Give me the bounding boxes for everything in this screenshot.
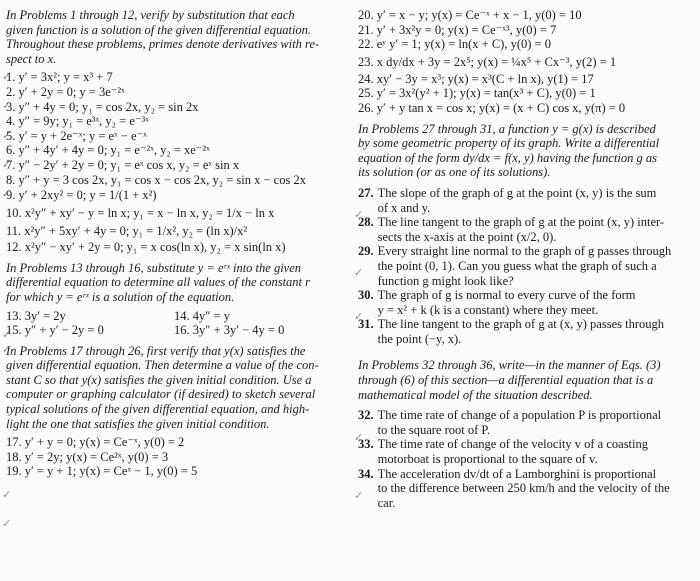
problem-28 — [358, 215, 694, 244]
pen-check-mark-icon — [2, 72, 16, 84]
problem-number: 34. — [358, 466, 374, 481]
intro-line: given function is a solution of the given differential equation. — [6, 22, 312, 37]
problem-21: 21. y′ + 3x²y = 0; y(x) = Ce⁻ˣ³, y(0) = 7 — [358, 22, 557, 37]
problem-15: 15. y″ + y′ − 2y = 0 — [6, 323, 104, 338]
intro-line: for which y = eʳˣ is a solution of the equation. — [6, 289, 235, 304]
pen-check-mark-icon — [2, 519, 16, 531]
problem-text: to the square root of P. — [377, 422, 491, 437]
problem-7: 7. y″ − 2y′ + 2y = 0; y₁ = eˣ cos x, y₂ = eˣ sin x — [6, 157, 240, 172]
problem-text: motorboat is proportional to the square of v. — [377, 452, 598, 467]
problem-number: 27. — [358, 185, 374, 200]
problem-3: 3. y″ + 4y = 0; y₁ = cos 2x, y₂ = sin 2x — [6, 99, 199, 114]
problems-13-16-list — [6, 309, 346, 338]
problem-text: of x and y. — [377, 200, 431, 215]
problem-number: 29. — [358, 244, 374, 259]
pen-check-mark-icon — [354, 433, 368, 445]
problem-33 — [358, 437, 694, 466]
pen-check-mark-icon — [2, 101, 16, 113]
problem-text: The line tangent to the graph of g at the point (x, y) inter- — [377, 215, 665, 230]
problem-25: 25. y′ = 3x²(y² + 1); y(x) = tan(x³ + C), y(0) = 1 — [358, 86, 596, 101]
problem-14: 14. 4y″ = y — [174, 308, 231, 323]
intro-line: Throughout these problems, primes denote derivatives with re- — [6, 37, 320, 52]
problem-text: sects the x-axis at the point (x/2, 0). — [377, 229, 557, 244]
problems-27-31-list — [358, 186, 694, 347]
problems-20-26-list — [358, 8, 694, 116]
intro-line: In Problems 1 through 12, verify by substitution that each — [6, 8, 295, 22]
intro-line: spect to x. — [6, 51, 57, 66]
problem-30 — [358, 288, 694, 317]
pen-check-mark-icon — [2, 330, 16, 342]
problem-text: Every straight line normal to the graph of g passes through — [377, 244, 672, 259]
problem-text: y = x² + k (k is a constant) where they meet. — [377, 302, 599, 317]
problem-8: 8. y″ + y = 3 cos 2x, y₁ = cos x − cos 2x, y₂ = sin x − cos 2x — [6, 172, 306, 187]
intro-line: light the one that satisfies the given initial condition. — [6, 416, 270, 431]
intro-line: stant C so that y(x) satisfies the given initial condition. Use a — [6, 372, 312, 387]
intro-line: computer or graphing calculator (if desired) to sketch several — [6, 387, 316, 402]
problem-text: The acceleration dv/dt of a Lamborghini is proportional — [377, 466, 657, 481]
intro-problems-13-16 — [6, 261, 346, 305]
problem-text: The time rate of change of a population P is proportional — [377, 408, 662, 423]
problem-row — [6, 323, 346, 338]
problem-19: 19. y′ = y + 1; y(x) = Ceˣ − 1, y(0) = 5 — [6, 464, 198, 479]
problem-number: 31. — [358, 317, 374, 332]
intro-line: given differential equation. Then determine a value of the con- — [6, 358, 319, 373]
problem-20: 20. y′ = x − y; y(x) = Ce⁻ˣ + x − 1, y(0) = 10 — [358, 8, 582, 22]
intro-line: In Problems 13 through 16, substitute y = eʳˣ into the given — [6, 260, 302, 275]
problem-31 — [358, 317, 694, 346]
left-column — [6, 8, 346, 479]
problem-text: car. — [377, 495, 396, 510]
problem-16: 16. 3y″ + 3y′ − 4y = 0 — [174, 323, 285, 338]
problem-text: The line tangent to the graph of g at (x, y) passes through — [377, 317, 665, 332]
problem-text: The slope of the graph of g at the point (x, y) is the sum — [377, 185, 657, 200]
pen-check-mark-icon — [2, 189, 16, 201]
intro-line: differential equation to determine all values of the constant r — [6, 275, 311, 290]
problem-6: 6. y″ + 4y′ + 4y = 0; y₁ = e⁻²ˣ, y₂ = xe⁻²ˣ — [6, 143, 210, 158]
right-column — [358, 8, 694, 510]
intro-line: equation of the form dy/dx = f(x, y) having the function g as — [358, 150, 657, 165]
problem-26: 26. y′ + y tan x = cos x; y(x) = (x + C) cos x, y(π) = 0 — [358, 100, 626, 115]
problem-34 — [358, 467, 694, 511]
pen-check-mark-icon — [354, 268, 368, 280]
problem-12: 12. x²y″ − xy′ + 2y = 0; y₁ = x cos(ln x), y₂ = x sin(ln x) — [6, 240, 286, 255]
problem-5: 5. y′ = y + 2e⁻ˣ; y = eˣ − e⁻ˣ — [6, 128, 147, 143]
problem-2: 2. y′ + 2y = 0; y = 3e⁻²ˣ — [6, 84, 125, 99]
pen-check-mark-icon — [2, 160, 16, 172]
problem-24: 24. xy′ − 3y = x³; y(x) = x³(C + ln x), y(1) = 17 — [358, 71, 594, 86]
intro-problems-17-26 — [6, 344, 346, 432]
problems-32-34-list — [358, 408, 694, 510]
problem-32 — [358, 408, 694, 437]
intro-line: mathematical model of the situation described. — [358, 387, 593, 402]
problem-29 — [358, 244, 694, 288]
problem-9: 9. y′ + 2xy² = 0; y = 1/(1 + x²) — [6, 188, 157, 203]
problem-row — [6, 309, 346, 324]
intro-line: through (6) of this section—a differential equation that is a — [358, 373, 654, 388]
pen-check-mark-icon — [2, 490, 16, 502]
problem-4: 4. y″ = 9y; y₁ = e³ˣ, y₂ = e⁻³ˣ — [6, 114, 149, 129]
problem-27 — [358, 186, 694, 215]
intro-problems-32-36 — [358, 358, 694, 402]
problem-text: the point (0, 1). Can you guess what the graph of such a — [377, 258, 657, 273]
intro-problems-27-31 — [358, 122, 694, 180]
problem-text: function g might look like? — [377, 273, 514, 288]
pen-check-mark-icon — [354, 210, 368, 222]
problem-22: 22. eʸ y′ = 1; y(x) = ln(x + C), y(0) = 0 — [358, 37, 551, 52]
pen-check-mark-icon — [354, 491, 368, 503]
intro-line: In Problems 32 through 36, write—in the manner of Eqs. (3) — [358, 358, 661, 373]
problem-text: to the difference between 250 km/h and the velocity of the — [377, 481, 670, 496]
problems-17-19-list — [6, 435, 346, 479]
problem-text: the point (−y, x). — [377, 331, 462, 346]
pen-check-mark-icon — [354, 312, 368, 324]
problem-number: 28. — [358, 215, 374, 230]
intro-line: by some geometric property of its graph. Write a differential — [358, 136, 660, 151]
pen-check-mark-icon — [2, 345, 16, 357]
problem-text: The time rate of change of the velocity v of a coasting — [377, 437, 649, 452]
problem-10: 10. x²y″ + xy′ − y = ln x; y₁ = x − ln x, y₂ = 1/x − ln x — [6, 206, 275, 221]
intro-problems-1-12 — [6, 8, 346, 66]
problem-text: The graph of g is normal to every curve of the form — [377, 288, 636, 303]
problem-23: 23. x dy/dx + 3y = 2x⁵; y(x) = ¼x⁵ + Cx⁻³, y(2) = 1 — [358, 54, 617, 69]
problem-17: 17. y′ + y = 0; y(x) = Ce⁻ˣ, y(0) = 2 — [6, 435, 185, 450]
problem-18: 18. y′ = 2y; y(x) = Ce²ˣ, y(0) = 3 — [6, 449, 169, 464]
problem-1: 1. y′ = 3x²; y = x³ + 7 — [6, 70, 113, 85]
problem-11: 11. x²y″ + 5xy′ + 4y = 0; y₁ = 1/x², y₂ = (ln x)/x² — [6, 224, 248, 239]
problems-1-12-list — [6, 70, 346, 254]
problem-number: 32. — [358, 408, 374, 423]
problem-number: 33. — [358, 437, 374, 452]
pen-check-mark-icon — [2, 131, 16, 143]
intro-line: In Problems 17 through 26, first verify that y(x) satisfies the — [6, 343, 306, 358]
problem-13: 13. 3y′ = 2y — [6, 308, 66, 323]
intro-line: typical solutions of the given differential equation, and high- — [6, 402, 310, 417]
intro-line: its solution (or as one of its solutions). — [358, 165, 551, 180]
intro-line: In Problems 27 through 31, a function y = g(x) is described — [358, 121, 656, 136]
problem-number: 30. — [358, 288, 374, 303]
